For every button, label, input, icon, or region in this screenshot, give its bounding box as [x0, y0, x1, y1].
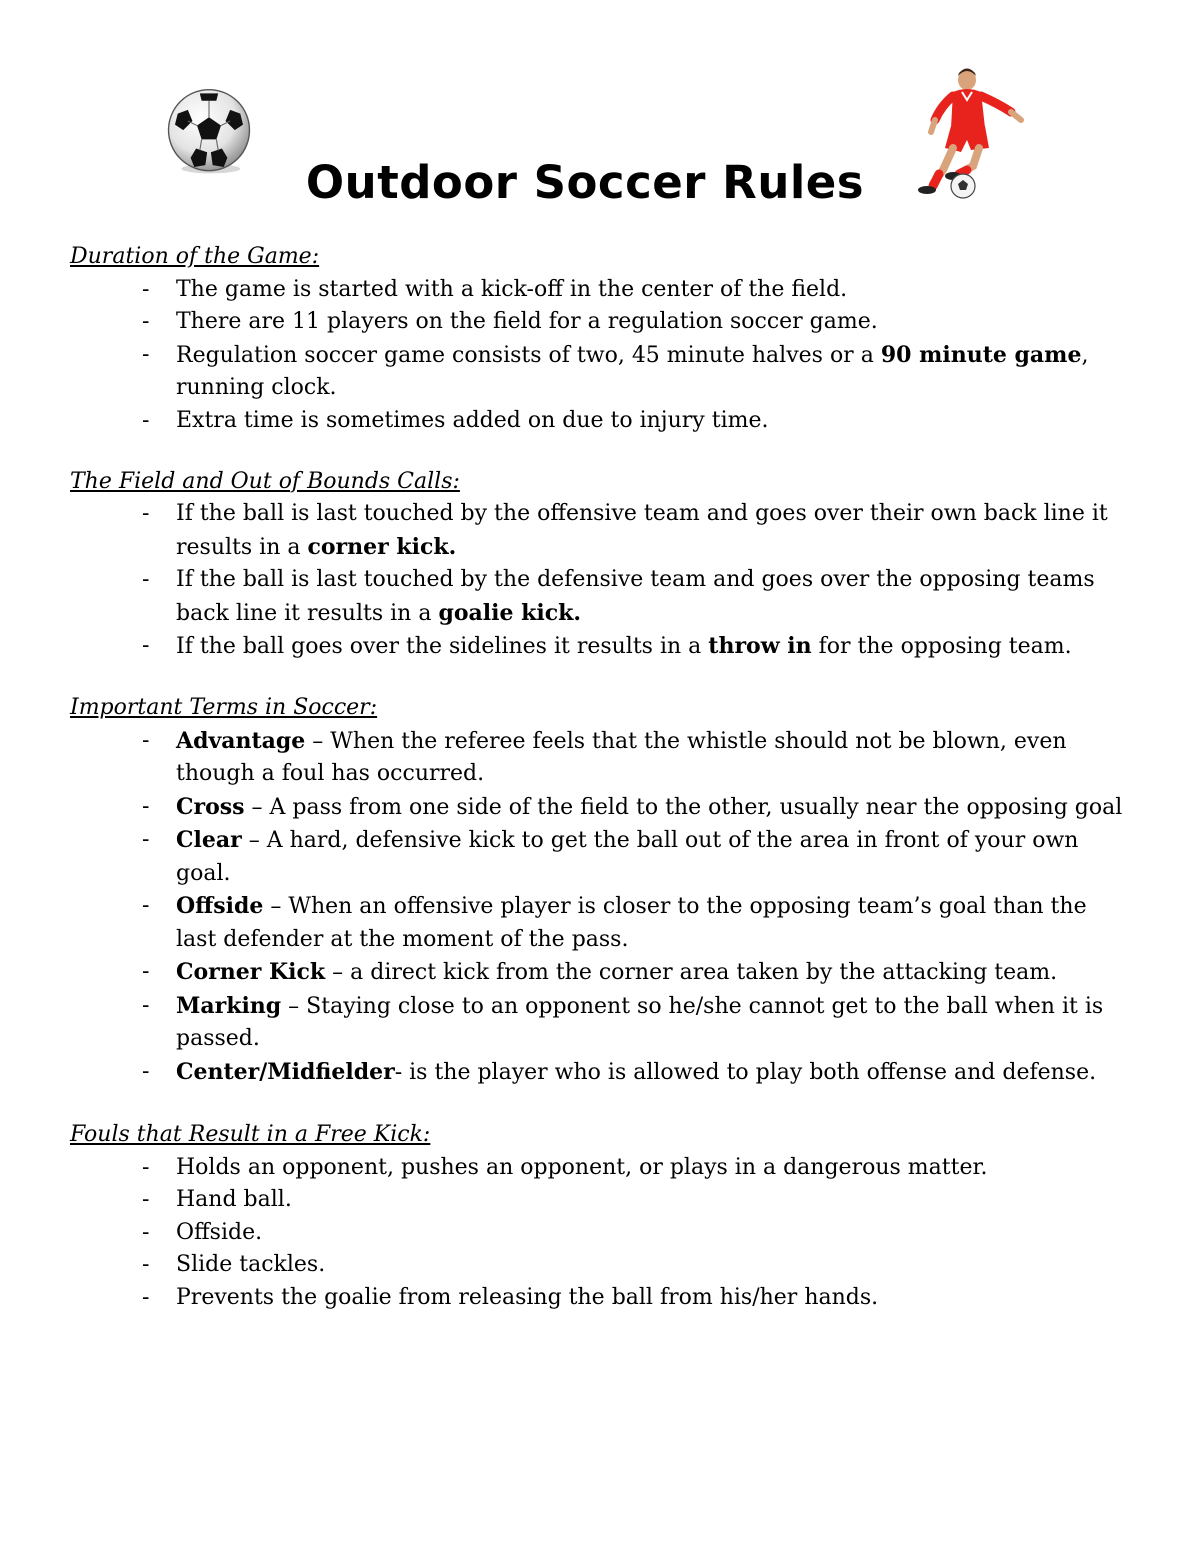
item-text: for the opposing team.: [811, 634, 1072, 659]
bullet-dash: -: [142, 1284, 150, 1310]
item-text: Prevents the goalie from releasing the ball from his/her hands.: [176, 1284, 879, 1310]
rules-content: [70, 241, 1130, 1343]
bold-term: Corner Kick: [176, 959, 326, 985]
item-text: – When the referee feels that the whistle should not be blown, even though a foul has occurred.: [176, 728, 1067, 786]
bold-term: Center/Midfielder: [176, 1058, 395, 1085]
bullet-list: [70, 1152, 1130, 1315]
bullet-dash: -: [142, 309, 150, 334]
section-heading: Important Terms in Soccer:: [70, 695, 378, 720]
bullet-dash: -: [142, 276, 150, 302]
bold-term: Offside: [176, 893, 264, 919]
item-text: Offside.: [176, 1219, 263, 1245]
list-item: [70, 405, 1130, 438]
bold-term: corner kick.: [307, 533, 457, 560]
item-text: – a direct kick from the corner area taken by the attacking team.: [325, 960, 1058, 985]
item-text: – Staying close to an opponent so he/she cannot get to the ball when it is passed.: [176, 993, 1104, 1051]
section-heading: The Field and Out of Bounds Calls:: [70, 468, 460, 494]
list-item: [70, 1249, 1130, 1282]
item-text: - is the player who is allowed to play both offense and defense.: [394, 1059, 1097, 1085]
list-item: [70, 306, 1130, 339]
bullet-dash: -: [142, 341, 150, 367]
section-heading: Fouls that Result in a Free Kick:: [70, 1122, 431, 1147]
bullet-dash: -: [142, 567, 150, 592]
bullet-dash: -: [142, 1154, 150, 1180]
bullet-dash: -: [142, 407, 150, 433]
bullet-list: [70, 498, 1130, 664]
rules-section: [70, 241, 1130, 437]
list-item: [70, 1056, 1130, 1090]
list-item: [70, 1282, 1130, 1315]
item-text: – A pass from one side of the field to the other, usually near the opposing goal: [244, 794, 1123, 820]
list-item: [70, 1184, 1130, 1217]
bullet-list: [70, 725, 1130, 1090]
list-item: [70, 791, 1130, 825]
bold-term: Cross: [176, 793, 245, 820]
list-item: [70, 956, 1130, 990]
rules-section: [70, 1119, 1130, 1314]
bold-term: Marking: [176, 992, 282, 1019]
list-item: [70, 990, 1130, 1056]
section-heading: Duration of the Game:: [70, 244, 320, 269]
item-text: Extra time is sometimes added on due to injury time.: [176, 407, 769, 433]
bullet-dash: -: [142, 1187, 150, 1212]
bold-term: 90 minute game: [880, 341, 1082, 368]
list-item: [70, 890, 1130, 956]
list-item: [70, 824, 1130, 890]
list-item: [70, 339, 1130, 405]
rules-section: [70, 466, 1130, 664]
bold-term: goalie kick.: [438, 599, 582, 626]
item-text: If the ball is last touched by the defensive team and goes over the opposing teams back line it results in a: [176, 567, 1095, 626]
item-text: There are 11 players on the field for a regulation soccer game.: [176, 309, 878, 334]
bullet-dash: -: [142, 992, 150, 1018]
list-item: [70, 630, 1130, 664]
list-item: [70, 274, 1130, 307]
bullet-dash: -: [142, 959, 150, 984]
list-item: [70, 1152, 1130, 1185]
bullet-dash: -: [142, 1058, 150, 1084]
list-item: [70, 498, 1130, 564]
bullet-dash: -: [142, 1219, 150, 1245]
bullet-dash: -: [142, 633, 150, 658]
bullet-list: [70, 274, 1130, 438]
item-text: If the ball is last touched by the offensive team and goes over their own back line it results in a: [176, 501, 1108, 560]
item-text: If the ball goes over the sidelines it results in a: [176, 634, 709, 659]
item-text: – A hard, defensive kick to get the ball out of the area in front of your own goal.: [176, 828, 1079, 886]
bold-term: Advantage: [176, 727, 306, 754]
bullet-dash: -: [142, 501, 150, 526]
list-item: [70, 725, 1130, 791]
bullet-dash: -: [142, 827, 150, 852]
item-text: Holds an opponent, pushes an opponent, or plays in a dangerous matter.: [176, 1154, 988, 1180]
bullet-dash: -: [142, 727, 150, 753]
item-text: Slide tackles.: [176, 1252, 326, 1277]
bullet-dash: -: [142, 1252, 150, 1277]
list-item: [70, 1217, 1130, 1250]
list-item: [70, 564, 1130, 630]
item-text: Regulation soccer game consists of two, 45 minute halves or a: [176, 342, 881, 368]
item-text: Hand ball.: [176, 1187, 292, 1212]
page-title: Outdoor Soccer Rules: [305, 156, 865, 209]
item-text: – When an offensive player is closer to the opposing team’s goal than the last defender at the moment of the pass.: [176, 894, 1087, 952]
rules-section: [70, 692, 1130, 1089]
item-text: The game is started with a kick-off in the center of the field.: [176, 276, 848, 302]
item-text: , running clock.: [176, 342, 1089, 400]
bullet-dash: -: [142, 893, 150, 918]
bullet-dash: -: [142, 793, 150, 819]
bold-term: Clear: [176, 827, 242, 853]
bold-term: throw in: [708, 633, 812, 659]
